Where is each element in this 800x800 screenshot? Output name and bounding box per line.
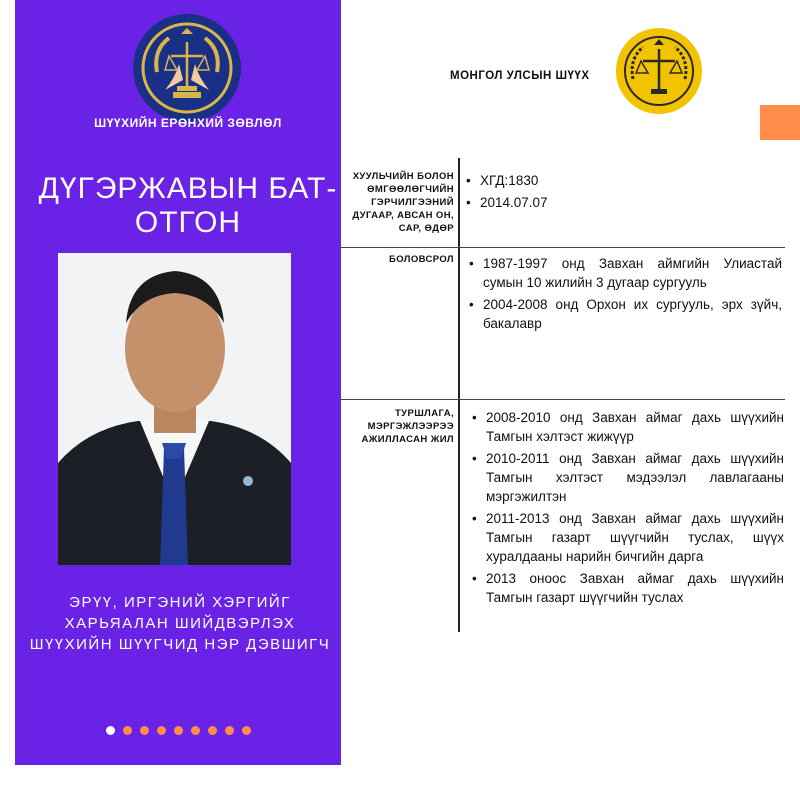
list-item: • 2014.07.07 [466, 193, 666, 212]
experience-list [472, 408, 784, 610]
carousel-dot[interactable] [106, 726, 115, 735]
carousel-dots [15, 726, 341, 735]
court-title: МОНГОЛ УЛСЫН ШҮҮХ [450, 70, 590, 82]
nomination-text: ЭРҮҮ, ИРГЭНИЙ ХЭРГИЙГ ХАРЬЯАЛАН ШИЙДВЭРЛЭХ ШҮҮХИЙН ШҮҮГЧИД НЭР ДЭВШИГЧ [29, 594, 331, 653]
list-item: • 2004-2008 онд Орхон их сургууль, эрх зүйч, бакалавр [469, 295, 782, 333]
carousel-dot[interactable] [208, 726, 217, 735]
carousel-dot[interactable] [242, 726, 251, 735]
list-item: • 2013 оноос Завхан аймаг дахь шүүхийн Тамгын газарт шүүгчийн туслах [472, 569, 784, 607]
section-label-education: БОЛОВСРОЛ [388, 254, 454, 265]
education-list [469, 254, 782, 336]
section-separator [340, 247, 785, 248]
carousel-dot[interactable] [123, 726, 132, 735]
section-separator [340, 399, 785, 400]
section-label-certificate: ХУУЛЬЧИЙН БОЛОН ӨМГӨӨЛӨГЧИЙН ГЭРЧИЛГЭЭНИЙ ДУГААР, АВСАН ОН, САР, ӨДӨР [352, 171, 454, 234]
judicial-council-emblem-icon [133, 14, 241, 122]
carousel-dot[interactable] [157, 726, 166, 735]
accent-block [760, 105, 800, 140]
list-item: • 1987-1997 онд Завхан аймгийн Улиастай сумын 10 жилийн 3 дугаар сургууль [469, 254, 782, 292]
candidate-photo [58, 253, 291, 565]
table-divider [458, 158, 460, 632]
carousel-dot[interactable] [191, 726, 200, 735]
candidate-name: ДҮГЭРЖАВЫН БАТ-ОТГОН [38, 172, 338, 239]
list-item: • 2011-2013 онд Завхан аймаг дахь шүүхийн Тамгын газарт шүүгчийн туслах, шүүх хуралдааны нарийн бичгийн дарга [472, 509, 784, 566]
organization-name: ШҮҮХИЙН ЕРӨНХИЙ ЗӨВЛӨЛ [94, 116, 282, 130]
certificate-list [466, 171, 666, 215]
section-label-experience: ТУРШЛАГА, МЭРГЭЖЛЭЭРЭЭ АЖИЛЛАСАН ЖИЛ [361, 408, 454, 445]
list-item: • 2010-2011 онд Завхан аймаг дахь шүүхийн Тамгын хэлтэст мэдээлэл лавлагааны мэргэжилтэн [472, 449, 784, 506]
list-item: • 2008-2010 онд Завхан аймаг дахь шүүхийн Тамгын хэлтэст жижүүр [472, 408, 784, 446]
court-emblem-icon [616, 28, 702, 114]
sidebar-panel [15, 0, 341, 765]
carousel-dot[interactable] [140, 726, 149, 735]
carousel-dot[interactable] [225, 726, 234, 735]
carousel-dot[interactable] [174, 726, 183, 735]
list-item: • ХГД:1830 [466, 171, 666, 190]
